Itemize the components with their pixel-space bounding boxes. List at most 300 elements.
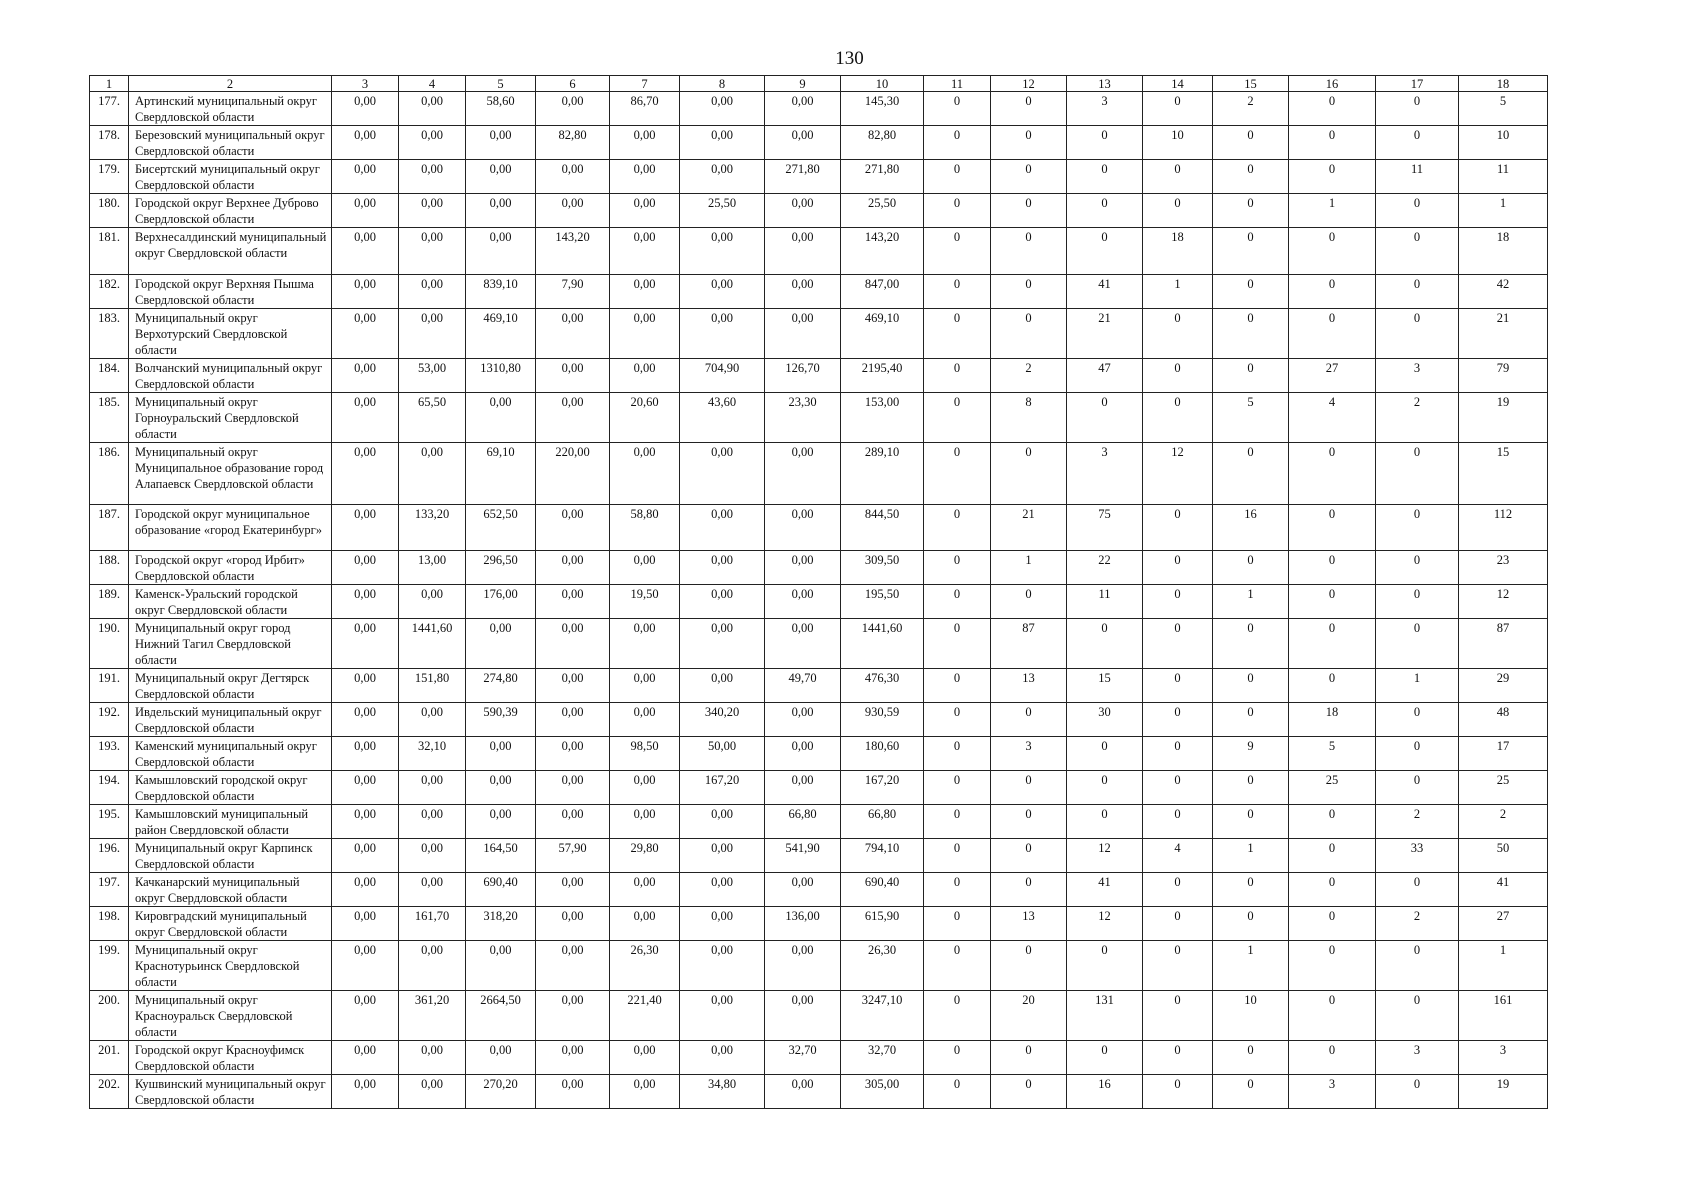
column-header: 6 [536, 76, 610, 92]
value-cell: 18 [1459, 228, 1548, 275]
table-row [90, 1075, 1548, 1109]
value-cell: 794,10 [841, 839, 924, 873]
table-row [90, 737, 1548, 771]
value-cell: 0 [924, 393, 991, 443]
table-row [90, 619, 1548, 669]
row-number: 182. [90, 275, 129, 309]
row-number: 180. [90, 194, 129, 228]
value-cell: 47 [1067, 359, 1143, 393]
column-header: 4 [399, 76, 466, 92]
column-header: 10 [841, 76, 924, 92]
value-cell: 161 [1459, 991, 1548, 1041]
value-cell: 2 [1459, 805, 1548, 839]
value-cell: 48 [1459, 703, 1548, 737]
municipality-name: Бисертский муниципальный округ Свердловской области [129, 160, 332, 194]
value-cell: 221,40 [610, 991, 680, 1041]
value-cell: 32,70 [841, 1041, 924, 1075]
value-cell: 0,00 [536, 941, 610, 991]
value-cell: 21 [1459, 309, 1548, 359]
row-number: 185. [90, 393, 129, 443]
value-cell: 0,00 [536, 737, 610, 771]
value-cell: 0 [924, 907, 991, 941]
value-cell: 18 [1143, 228, 1213, 275]
value-cell: 0 [1143, 619, 1213, 669]
value-cell: 0 [1289, 873, 1376, 907]
value-cell: 0 [1376, 1075, 1459, 1109]
value-cell: 0,00 [332, 1075, 399, 1109]
value-cell: 0 [991, 771, 1067, 805]
value-cell: 0,00 [765, 194, 841, 228]
value-cell: 167,20 [680, 771, 765, 805]
value-cell: 0 [991, 703, 1067, 737]
value-cell: 0 [1376, 126, 1459, 160]
column-header: 8 [680, 76, 765, 92]
value-cell: 82,80 [536, 126, 610, 160]
value-cell: 86,70 [610, 92, 680, 126]
value-cell: 75 [1067, 505, 1143, 551]
value-cell: 41 [1067, 873, 1143, 907]
value-cell: 18 [1289, 703, 1376, 737]
value-cell: 41 [1067, 275, 1143, 309]
value-cell: 0 [1376, 275, 1459, 309]
value-cell: 0 [924, 1075, 991, 1109]
value-cell: 0 [924, 228, 991, 275]
value-cell: 1 [1376, 669, 1459, 703]
value-cell: 0 [924, 359, 991, 393]
value-cell: 0,00 [399, 160, 466, 194]
column-header: 12 [991, 76, 1067, 92]
value-cell: 0 [1213, 551, 1289, 585]
value-cell: 0 [924, 1041, 991, 1075]
value-cell: 29,80 [610, 839, 680, 873]
value-cell: 1 [1213, 941, 1289, 991]
value-cell: 0,00 [680, 551, 765, 585]
row-number: 187. [90, 505, 129, 551]
value-cell: 0,00 [765, 619, 841, 669]
value-cell: 25 [1289, 771, 1376, 805]
column-header: 9 [765, 76, 841, 92]
municipality-name: Городской округ «город Ирбит» Свердловской области [129, 551, 332, 585]
row-number: 181. [90, 228, 129, 275]
value-cell: 0 [1213, 873, 1289, 907]
municipality-name: Верхнесалдинский муниципальный округ Свердловской области [129, 228, 332, 275]
value-cell: 0 [1067, 228, 1143, 275]
value-cell: 305,00 [841, 1075, 924, 1109]
value-cell: 0 [924, 443, 991, 505]
value-cell: 66,80 [841, 805, 924, 839]
value-cell: 98,50 [610, 737, 680, 771]
value-cell: 0 [1213, 669, 1289, 703]
column-header: 14 [1143, 76, 1213, 92]
value-cell: 49,70 [765, 669, 841, 703]
value-cell: 0,00 [399, 228, 466, 275]
value-cell: 0,00 [536, 873, 610, 907]
value-cell: 0 [1067, 941, 1143, 991]
value-cell: 11 [1067, 585, 1143, 619]
row-number: 191. [90, 669, 129, 703]
value-cell: 0 [1213, 907, 1289, 941]
value-cell: 0,00 [332, 228, 399, 275]
value-cell: 0,00 [399, 275, 466, 309]
row-number: 195. [90, 805, 129, 839]
value-cell: 0 [991, 585, 1067, 619]
value-cell: 0,00 [536, 669, 610, 703]
value-cell: 0 [924, 92, 991, 126]
value-cell: 21 [991, 505, 1067, 551]
value-cell: 0 [1143, 505, 1213, 551]
value-cell: 164,50 [466, 839, 536, 873]
value-cell: 87 [1459, 619, 1548, 669]
value-cell: 69,10 [466, 443, 536, 505]
value-cell: 0,00 [610, 1075, 680, 1109]
value-cell: 0 [1376, 941, 1459, 991]
value-cell: 0,00 [765, 737, 841, 771]
value-cell: 0 [1376, 92, 1459, 126]
value-cell: 1441,60 [841, 619, 924, 669]
value-cell: 27 [1289, 359, 1376, 393]
column-header: 7 [610, 76, 680, 92]
value-cell: 0,00 [399, 1075, 466, 1109]
value-cell: 0,00 [610, 1041, 680, 1075]
value-cell: 20,60 [610, 393, 680, 443]
value-cell: 10 [1459, 126, 1548, 160]
column-header: 3 [332, 76, 399, 92]
value-cell: 2 [991, 359, 1067, 393]
value-cell: 34,80 [680, 1075, 765, 1109]
municipality-name: Кировградский муниципальный округ Свердловской области [129, 907, 332, 941]
value-cell: 0,00 [680, 941, 765, 991]
value-cell: 0 [1289, 585, 1376, 619]
value-cell: 289,10 [841, 443, 924, 505]
table-row [90, 703, 1548, 737]
value-cell: 0,00 [536, 805, 610, 839]
value-cell: 3 [1376, 359, 1459, 393]
municipality-name: Муниципальный округ Горноуральский Свердловской области [129, 393, 332, 443]
value-cell: 0,00 [332, 275, 399, 309]
value-cell: 296,50 [466, 551, 536, 585]
value-cell: 0,00 [680, 805, 765, 839]
value-cell: 1441,60 [399, 619, 466, 669]
table-row [90, 991, 1548, 1041]
value-cell: 0 [1143, 160, 1213, 194]
table-row [90, 228, 1548, 275]
value-cell: 195,50 [841, 585, 924, 619]
value-cell: 0,00 [332, 907, 399, 941]
value-cell: 7,90 [536, 275, 610, 309]
value-cell: 0 [1143, 585, 1213, 619]
value-cell: 0,00 [765, 309, 841, 359]
value-cell: 0 [1143, 805, 1213, 839]
value-cell: 270,20 [466, 1075, 536, 1109]
value-cell: 0 [924, 873, 991, 907]
value-cell: 1 [1459, 194, 1548, 228]
value-cell: 0 [991, 126, 1067, 160]
value-cell: 0,00 [466, 619, 536, 669]
value-cell: 0 [924, 669, 991, 703]
municipality-name: Ивдельский муниципальный округ Свердловской области [129, 703, 332, 737]
value-cell: 0 [1143, 1075, 1213, 1109]
row-number: 178. [90, 126, 129, 160]
value-cell: 0 [1067, 194, 1143, 228]
municipality-name: Муниципальный округ город Нижний Тагил Свердловской области [129, 619, 332, 669]
value-cell: 0,00 [536, 1041, 610, 1075]
row-number: 193. [90, 737, 129, 771]
value-cell: 0 [1289, 941, 1376, 991]
value-cell: 43,60 [680, 393, 765, 443]
value-cell: 1310,80 [466, 359, 536, 393]
value-cell: 11 [1376, 160, 1459, 194]
value-cell: 12 [1067, 907, 1143, 941]
value-cell: 0,00 [765, 941, 841, 991]
value-cell: 839,10 [466, 275, 536, 309]
value-cell: 161,70 [399, 907, 466, 941]
municipality-name: Камышловский муниципальный район Свердловской области [129, 805, 332, 839]
municipality-name: Муниципальный округ Дегтярск Свердловской области [129, 669, 332, 703]
municipality-name: Муниципальный округ Краснотурьинск Свердловской области [129, 941, 332, 991]
value-cell: 0,00 [466, 771, 536, 805]
value-cell: 0 [1213, 805, 1289, 839]
value-cell: 29 [1459, 669, 1548, 703]
value-cell: 0 [924, 771, 991, 805]
value-cell: 3247,10 [841, 991, 924, 1041]
value-cell: 0 [1213, 1075, 1289, 1109]
table-row [90, 359, 1548, 393]
value-cell: 0,00 [399, 194, 466, 228]
value-cell: 0 [924, 126, 991, 160]
value-cell: 19 [1459, 393, 1548, 443]
value-cell: 0,00 [332, 393, 399, 443]
value-cell: 0,00 [332, 669, 399, 703]
value-cell: 0,00 [399, 126, 466, 160]
value-cell: 0,00 [610, 309, 680, 359]
value-cell: 0 [991, 1041, 1067, 1075]
value-cell: 0 [1376, 309, 1459, 359]
value-cell: 0,00 [399, 703, 466, 737]
row-number: 184. [90, 359, 129, 393]
value-cell: 0,00 [466, 941, 536, 991]
value-cell: 0 [924, 309, 991, 359]
value-cell: 23 [1459, 551, 1548, 585]
value-cell: 0,00 [765, 585, 841, 619]
value-cell: 0 [924, 941, 991, 991]
municipality-name: Волчанский муниципальный округ Свердловской области [129, 359, 332, 393]
value-cell: 19,50 [610, 585, 680, 619]
value-cell: 22 [1067, 551, 1143, 585]
value-cell: 0 [1213, 126, 1289, 160]
table-row [90, 309, 1548, 359]
value-cell: 0 [924, 275, 991, 309]
value-cell: 0 [1067, 771, 1143, 805]
value-cell: 0,00 [332, 941, 399, 991]
value-cell: 0 [1289, 1041, 1376, 1075]
value-cell: 0,00 [765, 126, 841, 160]
value-cell: 32,70 [765, 1041, 841, 1075]
value-cell: 0,00 [332, 443, 399, 505]
municipality-name: Городской округ Верхнее Дуброво Свердловской области [129, 194, 332, 228]
value-cell: 20 [991, 991, 1067, 1041]
value-cell: 0 [924, 585, 991, 619]
value-cell: 0,00 [610, 359, 680, 393]
value-cell: 0,00 [332, 873, 399, 907]
value-cell: 58,80 [610, 505, 680, 551]
value-cell: 0,00 [399, 941, 466, 991]
table-row [90, 551, 1548, 585]
row-number: 183. [90, 309, 129, 359]
value-cell: 2 [1376, 907, 1459, 941]
value-cell: 33 [1376, 839, 1459, 873]
row-number: 196. [90, 839, 129, 873]
value-cell: 136,00 [765, 907, 841, 941]
value-cell: 0 [991, 309, 1067, 359]
value-cell: 0,00 [536, 92, 610, 126]
value-cell: 0 [1067, 619, 1143, 669]
value-cell: 0,00 [610, 805, 680, 839]
value-cell: 704,90 [680, 359, 765, 393]
value-cell: 0 [1376, 505, 1459, 551]
value-cell: 0 [1143, 941, 1213, 991]
value-cell: 4 [1143, 839, 1213, 873]
value-cell: 844,50 [841, 505, 924, 551]
value-cell: 0 [1289, 619, 1376, 669]
table-row [90, 669, 1548, 703]
value-cell: 0 [1143, 194, 1213, 228]
value-cell: 0,00 [332, 551, 399, 585]
value-cell: 0,00 [399, 309, 466, 359]
value-cell: 16 [1067, 1075, 1143, 1109]
value-cell: 0,00 [680, 585, 765, 619]
value-cell: 0,00 [536, 160, 610, 194]
table-row [90, 839, 1548, 873]
value-cell: 13 [991, 669, 1067, 703]
value-cell: 0 [991, 228, 1067, 275]
row-number: 179. [90, 160, 129, 194]
municipality-name: Кушвинский муниципальный округ Свердловской области [129, 1075, 332, 1109]
value-cell: 21 [1067, 309, 1143, 359]
value-cell: 0 [1143, 1041, 1213, 1075]
value-cell: 0 [1376, 619, 1459, 669]
value-cell: 0 [924, 160, 991, 194]
value-cell: 0,00 [765, 873, 841, 907]
table-row [90, 126, 1548, 160]
value-cell: 0 [991, 443, 1067, 505]
value-cell: 16 [1213, 505, 1289, 551]
value-cell: 0,00 [466, 194, 536, 228]
municipality-name: Артинский муниципальный округ Свердловской области [129, 92, 332, 126]
column-header: 13 [1067, 76, 1143, 92]
value-cell: 9 [1213, 737, 1289, 771]
value-cell: 271,80 [765, 160, 841, 194]
value-cell: 0,00 [399, 771, 466, 805]
value-cell: 133,20 [399, 505, 466, 551]
value-cell: 0,00 [536, 991, 610, 1041]
value-cell: 0 [1143, 92, 1213, 126]
value-cell: 0,00 [610, 619, 680, 669]
value-cell: 0,00 [610, 126, 680, 160]
value-cell: 0,00 [680, 309, 765, 359]
page-number: 130 [835, 48, 864, 69]
municipality-name: Муниципальный округ Карпинск Свердловской области [129, 839, 332, 873]
value-cell: 87 [991, 619, 1067, 669]
value-cell: 0 [1067, 160, 1143, 194]
value-cell: 12 [1067, 839, 1143, 873]
value-cell: 2664,50 [466, 991, 536, 1041]
value-cell: 0,00 [332, 126, 399, 160]
value-cell: 0,00 [610, 551, 680, 585]
value-cell: 0 [1213, 1041, 1289, 1075]
value-cell: 0,00 [332, 771, 399, 805]
value-cell: 0,00 [536, 1075, 610, 1109]
value-cell: 0 [1376, 228, 1459, 275]
value-cell: 0 [991, 160, 1067, 194]
value-cell: 0,00 [765, 443, 841, 505]
value-cell: 26,30 [841, 941, 924, 991]
value-cell: 23,30 [765, 393, 841, 443]
value-cell: 0 [1143, 669, 1213, 703]
value-cell: 0 [1376, 585, 1459, 619]
value-cell: 2 [1376, 393, 1459, 443]
value-cell: 0,00 [536, 907, 610, 941]
value-cell: 469,10 [841, 309, 924, 359]
value-cell: 0 [1289, 228, 1376, 275]
value-cell: 0,00 [765, 771, 841, 805]
value-cell: 57,90 [536, 839, 610, 873]
value-cell: 53,00 [399, 359, 466, 393]
value-cell: 476,30 [841, 669, 924, 703]
table-row [90, 275, 1548, 309]
row-number: 201. [90, 1041, 129, 1075]
value-cell: 15 [1067, 669, 1143, 703]
value-cell: 0 [991, 805, 1067, 839]
value-cell: 5 [1213, 393, 1289, 443]
value-cell: 0 [924, 703, 991, 737]
value-cell: 0,00 [536, 551, 610, 585]
value-cell: 0 [1213, 160, 1289, 194]
value-cell: 0 [1376, 703, 1459, 737]
value-cell: 0 [1289, 805, 1376, 839]
value-cell: 26,30 [610, 941, 680, 991]
row-number: 189. [90, 585, 129, 619]
value-cell: 0 [1376, 737, 1459, 771]
value-cell: 0 [1376, 991, 1459, 1041]
value-cell: 0 [1143, 737, 1213, 771]
value-cell: 0,00 [332, 805, 399, 839]
value-cell: 11 [1459, 160, 1548, 194]
header-row [90, 76, 1548, 92]
value-cell: 0 [1213, 443, 1289, 505]
value-cell: 0 [991, 941, 1067, 991]
value-cell: 0,00 [332, 160, 399, 194]
value-cell: 0,00 [399, 873, 466, 907]
value-cell: 0,00 [332, 1041, 399, 1075]
municipality-name: Каменский муниципальный округ Свердловской области [129, 737, 332, 771]
value-cell: 1 [1143, 275, 1213, 309]
value-cell: 32,10 [399, 737, 466, 771]
value-cell: 42 [1459, 275, 1548, 309]
value-cell: 0,00 [610, 275, 680, 309]
value-cell: 0 [1289, 907, 1376, 941]
value-cell: 0,00 [765, 991, 841, 1041]
value-cell: 25,50 [841, 194, 924, 228]
value-cell: 15 [1459, 443, 1548, 505]
value-cell: 0 [924, 619, 991, 669]
value-cell: 143,20 [536, 228, 610, 275]
value-cell: 25,50 [680, 194, 765, 228]
value-cell: 3 [1459, 1041, 1548, 1075]
value-cell: 0,00 [765, 551, 841, 585]
value-cell: 0 [991, 839, 1067, 873]
row-number: 199. [90, 941, 129, 991]
value-cell: 5 [1459, 92, 1548, 126]
